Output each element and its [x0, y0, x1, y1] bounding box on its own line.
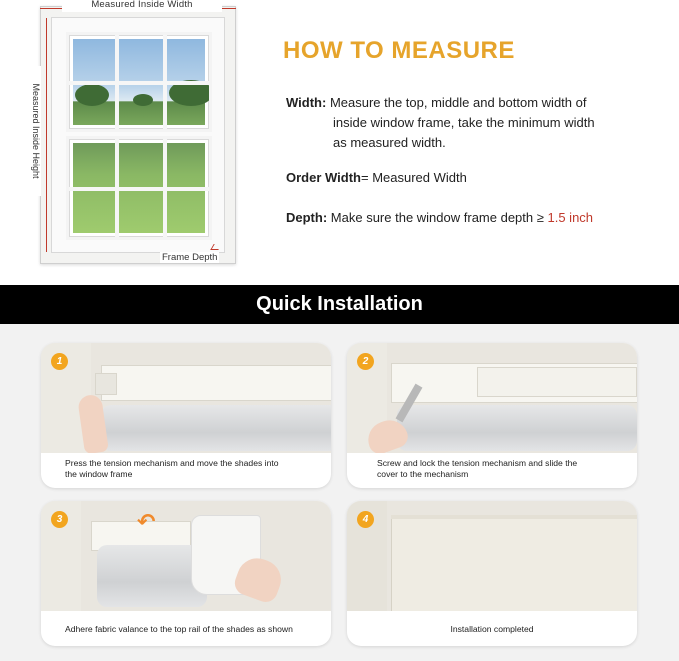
- measured-width-label: Measured Inside Width: [62, 0, 222, 12]
- step-card-2: [347, 343, 637, 488]
- step-2-photo: [347, 343, 637, 453]
- quick-installation-title: Quick Installation: [256, 293, 423, 315]
- depth-label: Depth:: [286, 210, 328, 225]
- order-width-instruction: [286, 168, 467, 188]
- width-text-line-1: Measure the top, middle and bottom width of: [329, 95, 587, 110]
- height-dimension-line: [46, 18, 47, 252]
- frame-depth-label: Frame Depth: [162, 252, 218, 263]
- width-text-line-2: inside window frame, take the minimum width: [333, 115, 595, 130]
- step-3-caption-line-1: Adhere fabric valance to the top rail of the shades as shown: [65, 624, 293, 634]
- step-2-caption: [377, 458, 627, 480]
- step-2-caption-line-2: cover to the mechanism: [377, 469, 469, 479]
- step-1-badge: 1: [51, 353, 68, 370]
- step-1-photo: [41, 343, 331, 453]
- order-width-text: = Measured Width: [361, 170, 467, 185]
- quick-installation-band: [0, 285, 679, 324]
- step-4-badge: 4: [357, 511, 374, 528]
- width-instruction: [286, 93, 656, 113]
- width-instruction-continued: [333, 113, 653, 153]
- step-1-caption: [65, 458, 321, 480]
- step-1-caption-line-1: Press the tension mechanism and move the shades into: [65, 458, 279, 468]
- order-width-label: Order Width: [286, 170, 361, 185]
- how-to-measure-title: HOW TO MEASURE: [283, 37, 515, 64]
- step-3-photo: [41, 501, 331, 611]
- step-2-caption-line-1: Screw and lock the tension mechanism and slide the: [377, 458, 578, 468]
- window-inner-frame: [51, 17, 225, 253]
- depth-value: 1.5 inch: [547, 210, 594, 225]
- lower-sash: [66, 136, 212, 240]
- step-3-caption: [65, 624, 321, 635]
- upper-sash: [66, 32, 212, 132]
- width-text-line-3: as measured width.: [333, 135, 446, 150]
- depth-text: Make sure the window frame depth ≥: [330, 210, 544, 225]
- step-1-caption-line-2: the window frame: [65, 469, 133, 479]
- width-label: Width:: [286, 95, 327, 110]
- step-card-1: [41, 343, 331, 488]
- direction-arrow-icon: ↶: [137, 509, 156, 534]
- step-2-badge: 2: [357, 353, 374, 370]
- step-3-badge: 3: [51, 511, 68, 528]
- window-frame: [40, 6, 236, 264]
- step-4-caption-line-1: Installation completed: [450, 624, 534, 634]
- step-4-photo: [347, 501, 637, 611]
- step-card-3: [41, 501, 331, 646]
- step-4-caption: [347, 624, 637, 635]
- depth-instruction: [286, 208, 593, 228]
- step-card-4: [347, 501, 637, 646]
- window-diagram: [22, 0, 244, 268]
- measured-height-label: Measured Inside Height: [29, 66, 41, 196]
